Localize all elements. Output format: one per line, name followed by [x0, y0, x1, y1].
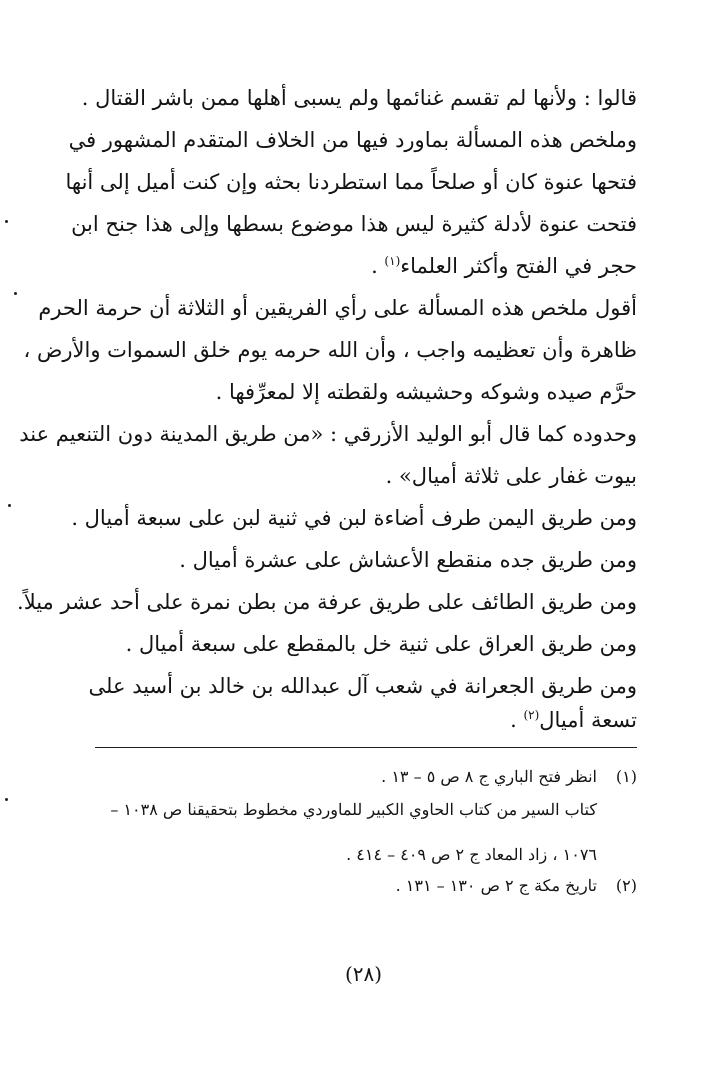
body-line-5-tail: . [371, 254, 385, 278]
body-line-14: ومن طريق العراق على ثنية خل بالمقطع على سبعة أميال . [125, 632, 637, 656]
margin-dot [14, 292, 17, 295]
footnote-ref-2: (٢) [523, 708, 540, 722]
footnote-ref-1: (١) [384, 254, 401, 268]
body-line-3: فتحها عنوة كان أو صلحاً مما استطردنا بحثه وإن كنت أميل إلى أنها [65, 170, 637, 194]
margin-dot [5, 220, 8, 223]
footnote-1-line-1: انظر فتح الباري ج ٨ ص ٥ – ١٣ . [381, 767, 597, 786]
margin-dot [8, 504, 11, 507]
body-line-10: بيوت غفار على ثلاثة أميال» . [385, 464, 637, 488]
body-line-16-text: تسعة أميال [539, 708, 637, 732]
body-line-15: ومن طريق الجعرانة في شعب آل عبدالله بن خالد بن أسيد على [88, 674, 637, 698]
footnote-separator [95, 747, 637, 748]
body-line-13: ومن طريق الطائف على طريق عرفة من بطن نمرة على أحد عشر ميلاً. [17, 590, 637, 614]
body-line-12: ومن طريق جده منقطع الأعشاش على عشرة أميال . [179, 548, 637, 572]
margin-dot [5, 798, 8, 801]
footnote-2-number: (٢) [615, 876, 637, 895]
footnote-1-line-3: ١٠٧٦ ، زاد المعاد ج ٢ ص ٤٠٩ – ٤١٤ . [346, 845, 597, 864]
body-line-2: وملخص هذه المسألة بماورد فيها من الخلاف المتقدم المشهور في [68, 128, 637, 152]
body-line-1: قالوا : ولأنها لم تقسم غنائمها ولم يسبى أهلها ممن باشر القتال . [81, 86, 637, 110]
footnote-2-line-1: تاريخ مكة ج ٢ ص ١٣٠ – ١٣١ . [395, 876, 597, 895]
body-line-16 [100, 700, 637, 740]
body-line-8: حرَّم صيده وشوكه وحشيشه ولقطته إلا لمعرِّفها . [215, 380, 637, 404]
footnote-2 [100, 871, 637, 901]
body-line-5-text: حجر في الفتح وأكثر العلماء [400, 254, 637, 278]
page-number: (٢٨) [344, 962, 383, 986]
footnote-1-number: (١) [615, 767, 637, 786]
body-line-11: ومن طريق اليمن طرف أضاءة لبن في ثنية لبن على سبعة أميال . [71, 506, 637, 530]
body-line-4: فتحت عنوة لأدلة كثيرة ليس هذا موضوع بسطها وإلى هذا جنح ابن [71, 212, 637, 236]
body-line-5 [100, 246, 637, 286]
body-line-7: ظاهرة وأن تعظيمه واجب ، وأن الله حرمه يوم خلق السموات والأرض ، [23, 338, 637, 362]
footnote-1-line-2: كتاب السير من كتاب الحاوي الكبير للماوردي مخطوط بتحقيقنا ص ١٠٣٨ – [110, 800, 597, 819]
body-line-6: أقول ملخص هذه المسألة على رأي الفريقين أو الثلاثة أن حرمة الحرم [38, 296, 637, 320]
footnote-1 [100, 762, 637, 792]
body-line-16-tail: . [510, 708, 524, 732]
body-line-9: وحدوده كما قال أبو الوليد الأزرقي : «من طريق المدينة دون التنعيم عند [19, 422, 637, 446]
